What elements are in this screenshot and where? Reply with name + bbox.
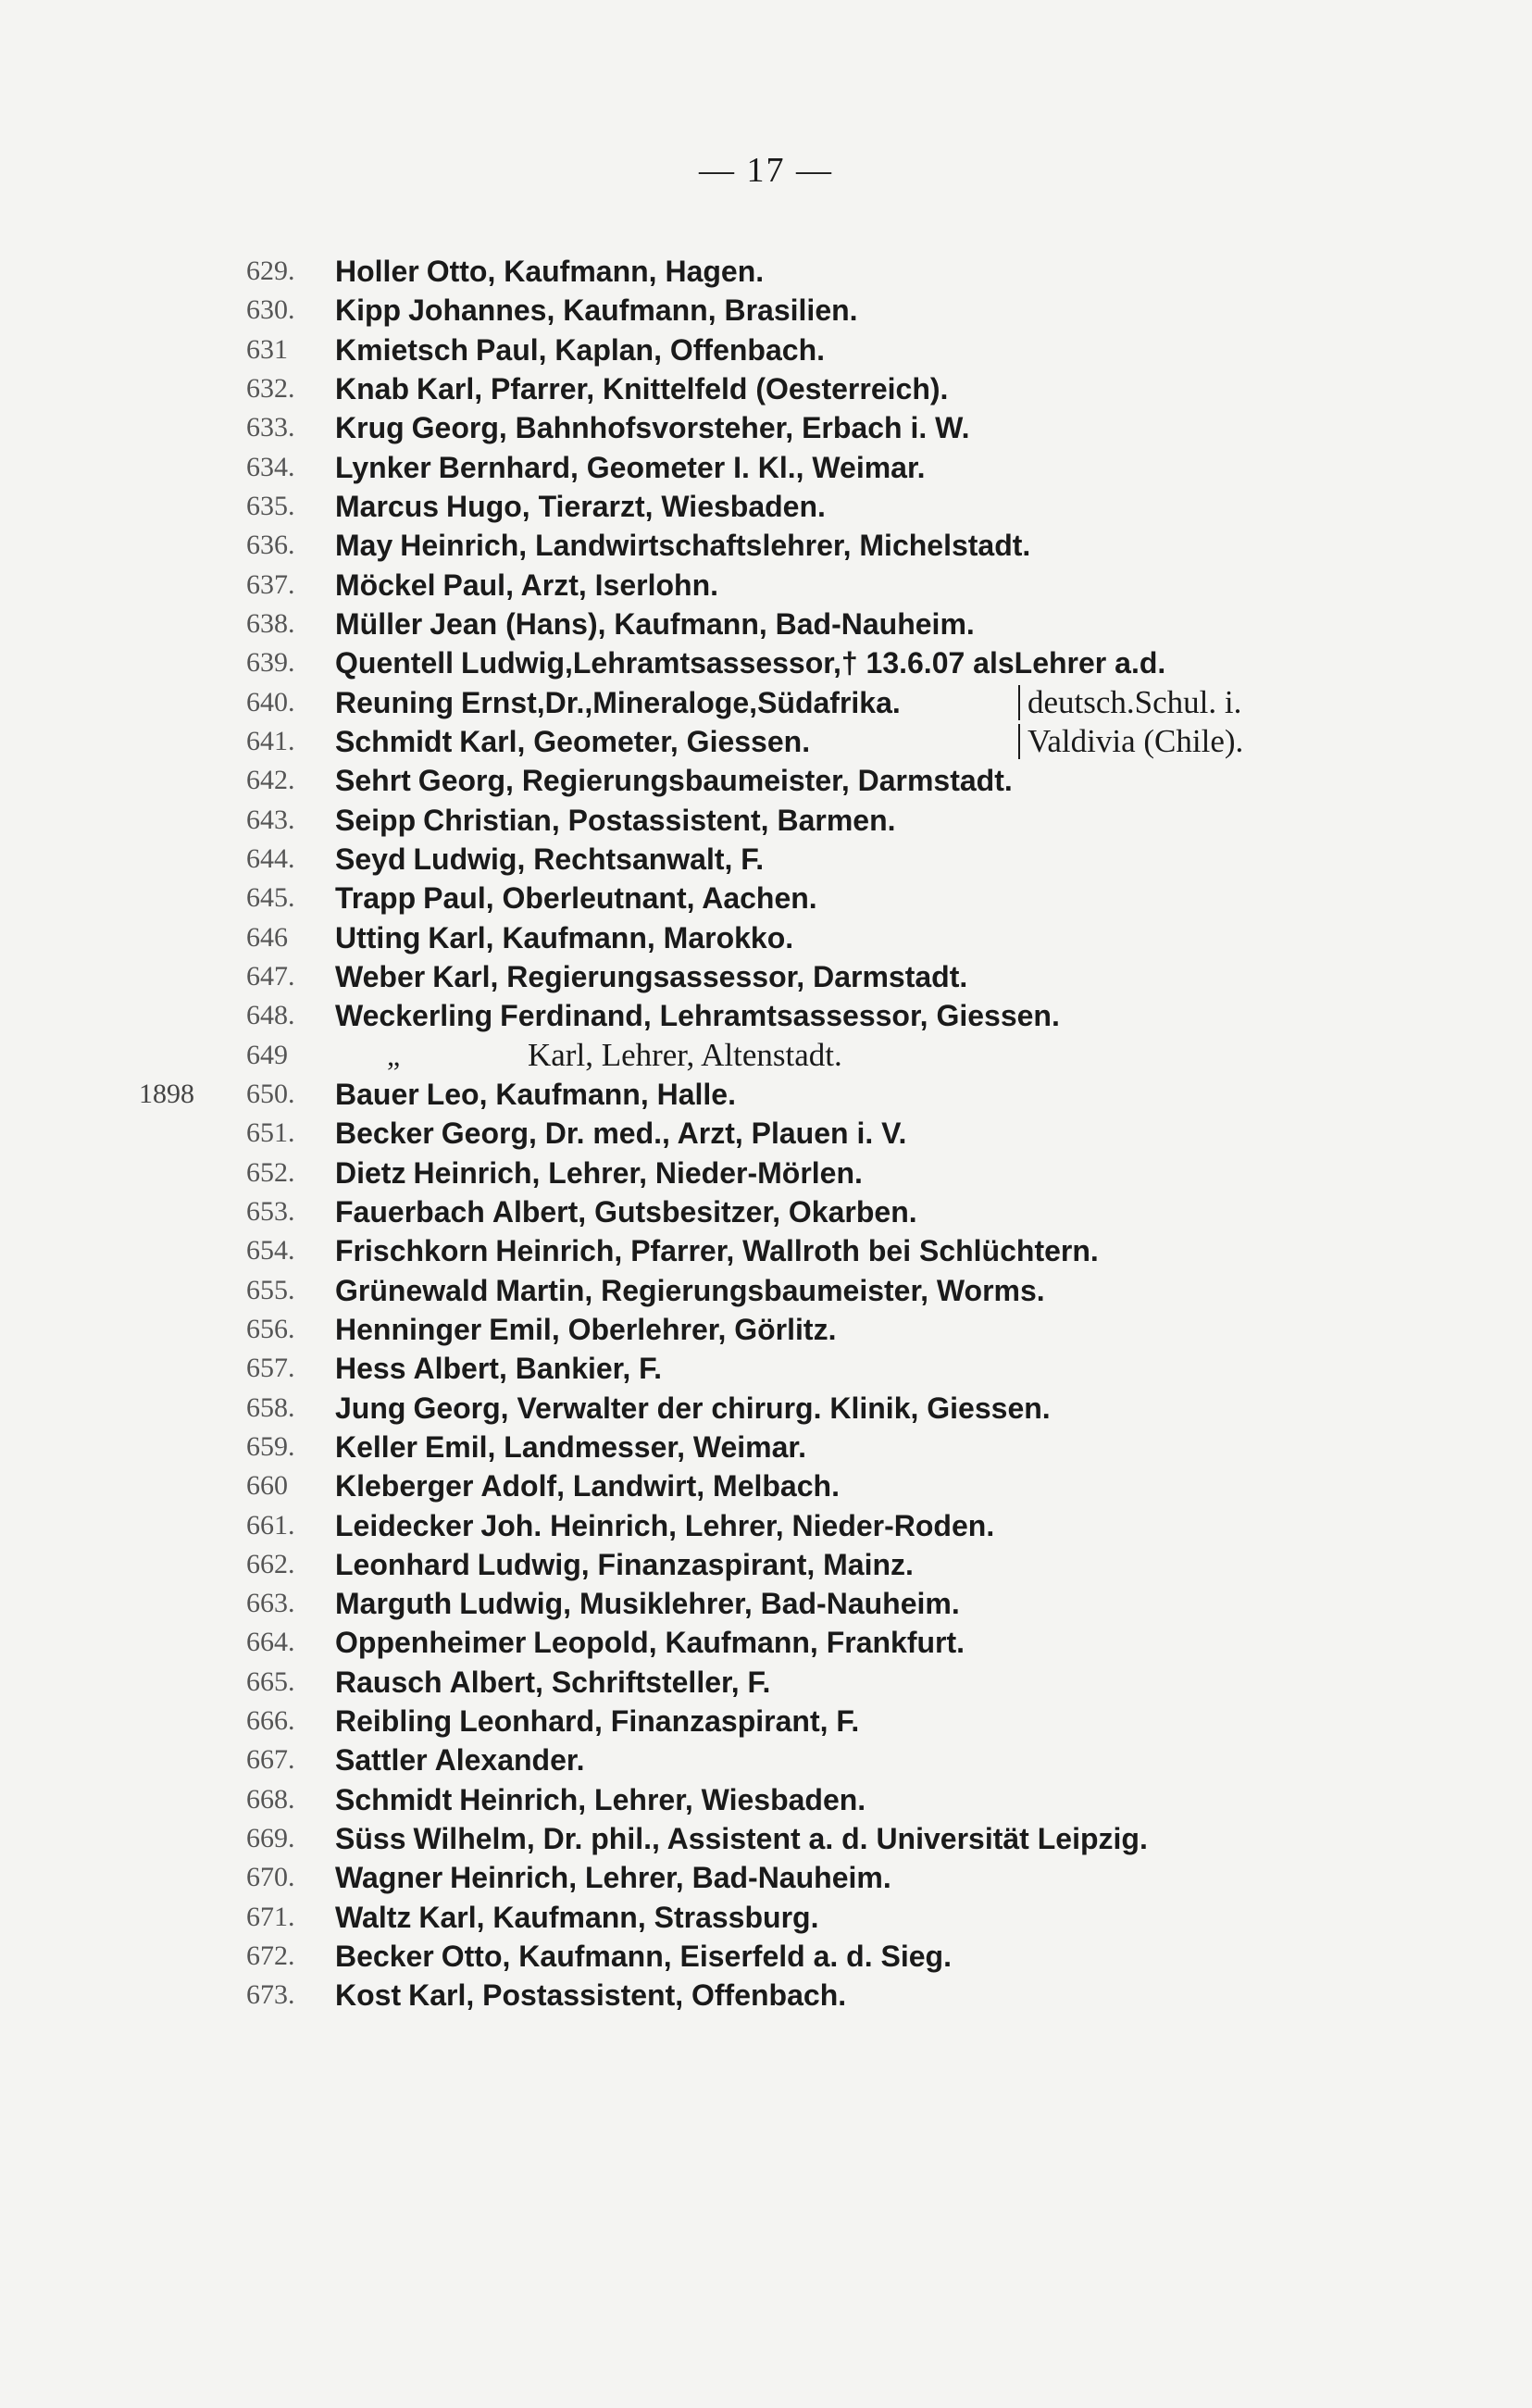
entry-details: Christian, Postassistent, Barmen. xyxy=(423,803,896,837)
entry-details: Karl, Kaufmann, Strassburg. xyxy=(418,1900,819,1934)
list-item xyxy=(139,1740,1389,1779)
entry-surname: Schmidt Heinrich, Lehrer, Wiesbaden. xyxy=(335,1782,866,1816)
entry-details: Ludwig, Rechtsanwalt, F. xyxy=(413,842,765,876)
entry-number: 671. xyxy=(246,1901,295,1932)
list-item xyxy=(139,1154,1389,1192)
entry-details: Paul, Arzt, Iserlohn. xyxy=(442,568,719,602)
list-item xyxy=(139,1976,1389,2015)
entry-number: 639. xyxy=(246,647,295,679)
list-item xyxy=(139,1192,1389,1231)
entry-details: Heinrich, Lehrer, Wiesbaden. xyxy=(459,1782,866,1816)
entry-number: 657. xyxy=(246,1353,295,1384)
list-item xyxy=(139,1858,1389,1897)
list-item xyxy=(139,1036,1389,1075)
entry-surname: Möckel Paul, Arzt, Iserlohn. xyxy=(335,568,719,602)
list-item xyxy=(139,1466,1389,1505)
entry-details: Leopold, Kaufmann, Frankfurt. xyxy=(533,1626,965,1660)
entry-number: 644. xyxy=(246,842,295,874)
entry-number: 646 xyxy=(246,921,288,953)
entry-surname: Kmietsch Paul, Kaplan, Offenbach. xyxy=(335,332,825,367)
list-item xyxy=(139,1271,1389,1310)
entry-surname: Fauerbach Albert, Gutsbesitzer, Okarben. xyxy=(335,1194,917,1229)
entry-surname: Trapp Paul, Oberleutnant, Aachen. xyxy=(335,881,817,916)
entry-surname: Weber Karl, Regierungsassessor, Darmstadt. xyxy=(335,959,968,993)
list-item xyxy=(139,840,1389,879)
entry-details: Leo, Kaufmann, Halle. xyxy=(426,1077,736,1111)
entry-details: Jean (Hans), Kaufmann, Bad-Nauheim. xyxy=(430,606,975,641)
entry-surname: Becker Georg, Dr. med., Arzt, Plauen i. V. xyxy=(335,1117,907,1151)
entry-details: Alexander. xyxy=(434,1743,585,1778)
entry-details: Martin, Regierungsbaumeister, Worms. xyxy=(495,1273,1045,1307)
page-number-header: — 17 — xyxy=(699,151,833,190)
entry-number: 660 xyxy=(246,1470,288,1502)
entry-details: Paul, Kaplan, Offenbach. xyxy=(476,332,825,367)
list-item xyxy=(139,1310,1389,1349)
entry-surname: Süss Wilhelm, Dr. phil., Assistent a. d. Universität Leipzig. xyxy=(335,1822,1148,1856)
entry-details: Albert, Gutsbesitzer, Okarben. xyxy=(492,1194,917,1229)
entry-details: Heinrich, Pfarrer, Wallroth bei Schlüchtern. xyxy=(495,1234,1099,1268)
entry-details: Ludwig,Lehramtsassessor,† 13.6.07 alsLehrer a.d. xyxy=(461,646,1166,680)
list-item xyxy=(139,1428,1389,1466)
entry-surname: Marguth Ludwig, Musiklehrer, Bad-Nauheim. xyxy=(335,1587,960,1621)
entry-details: Karl, Regierungsassessor, Darmstadt. xyxy=(432,959,968,993)
entry-surname: Hess Albert, Bankier, F. xyxy=(335,1352,663,1386)
bracket-note: Valdivia (Chile). xyxy=(1018,724,1243,759)
list-item xyxy=(139,957,1389,996)
entry-number: 665. xyxy=(246,1666,295,1697)
entry-number: 673. xyxy=(246,1979,295,2011)
entry-surname: Krug Georg, Bahnhofsvorsteher, Erbach i. W. xyxy=(335,411,970,445)
entry-surname: Jung Georg, Verwalter der chirurg. Klinik, Giessen. xyxy=(335,1391,1051,1425)
entry-number: 656. xyxy=(246,1313,295,1344)
entry-surname: Sehrt Georg, Regierungsbaumeister, Darmstadt. xyxy=(335,764,1013,798)
entry-surname: Henninger Emil, Oberlehrer, Görlitz. xyxy=(335,1312,837,1346)
entry-surname: Reuning Ernst,Dr.,Mineraloge,Südafrika. xyxy=(335,685,901,719)
entry-number: 632. xyxy=(246,372,295,404)
entry-details: Karl, Postassistent, Offenbach. xyxy=(408,1978,847,2013)
entry-number: 667. xyxy=(246,1744,295,1776)
list-item xyxy=(139,1898,1389,1937)
entry-number: 668. xyxy=(246,1783,295,1815)
entry-surname: Kleberger Adolf, Landwirt, Melbach. xyxy=(335,1469,840,1503)
entry-surname: Leonhard Ludwig, Finanzaspirant, Mainz. xyxy=(335,1547,914,1581)
entry-details: Georg, Bahnhofsvorsteher, Erbach i. W. xyxy=(411,411,970,445)
entry-surname: Frischkorn Heinrich, Pfarrer, Wallroth bei Schlüchtern. xyxy=(335,1234,1099,1268)
entry-number: 635. xyxy=(246,490,295,521)
bracket-note: deutsch.Schul. i. xyxy=(1018,685,1241,720)
entry-details: Heinrich, Landwirtschaftslehrer, Michelstadt. xyxy=(400,529,1031,563)
entry-details: Hugo, Tierarzt, Wiesbaden. xyxy=(446,489,826,523)
entry-surname: Dietz Heinrich, Lehrer, Nieder-Mörlen. xyxy=(335,1155,863,1190)
entry-surname: Oppenheimer Leopold, Kaufmann, Frankfurt. xyxy=(335,1626,965,1660)
entry-details: Otto, Kaufmann, Eiserfeld a. d. Sieg. xyxy=(441,1940,952,1974)
entry-details: Georg, Verwalter der chirurg. Klinik, Giessen. xyxy=(413,1391,1051,1425)
list-item xyxy=(139,408,1389,447)
entry-number: 631 xyxy=(246,333,288,365)
entry-number: 652. xyxy=(246,1156,295,1188)
list-item xyxy=(139,1780,1389,1819)
list-item xyxy=(139,1231,1389,1270)
list-item xyxy=(139,1506,1389,1545)
entry-number: 647. xyxy=(246,960,295,992)
entry-details: Ernst,Dr.,Mineraloge,Südafrika. xyxy=(460,685,901,719)
entry-details: Georg, Dr. med., Arzt, Plauen i. V. xyxy=(441,1117,907,1151)
entry-details: Georg, Regierungsbaumeister, Darmstadt. xyxy=(417,764,1013,798)
entry-surname: Quentell Ludwig,Lehramtsassessor,† 13.6.07 alsLehrer a.d. xyxy=(335,646,1166,680)
entry-details: Emil, Landmesser, Weimar. xyxy=(424,1429,806,1464)
entry-number: 653. xyxy=(246,1195,295,1227)
entry-number: 658. xyxy=(246,1391,295,1423)
entry-surname: Müller Jean (Hans), Kaufmann, Bad-Nauheim. xyxy=(335,606,975,641)
entry-surname: Lynker Bernhard, Geometer I. Kl., Weimar. xyxy=(335,450,926,484)
entry-number: 634. xyxy=(246,451,295,482)
entry-number: 643. xyxy=(246,804,295,835)
entry-surname: Marcus Hugo, Tierarzt, Wiesbaden. xyxy=(335,489,826,523)
list-item xyxy=(139,369,1389,408)
entry-details: Wilhelm, Dr. phil., Assistent a. d. Universität Leipzig. xyxy=(413,1822,1148,1856)
entry-number: 636. xyxy=(246,530,295,561)
list-item xyxy=(139,643,1389,682)
entry-surname: Knab Karl, Pfarrer, Knittelfeld (Oesterreich). xyxy=(335,371,949,405)
entry-details: Heinrich, Lehrer, Bad-Nauheim. xyxy=(450,1861,891,1895)
entry-number: 633. xyxy=(246,412,295,443)
entry-surname: Seipp Christian, Postassistent, Barmen. xyxy=(335,803,896,837)
entry-surname: Schmidt Karl, Geometer, Giessen. xyxy=(335,724,811,758)
entry-number: 650. xyxy=(246,1078,295,1109)
list-item xyxy=(139,252,1389,291)
entry-details: Heinrich, Lehrer, Nieder-Mörlen. xyxy=(413,1155,863,1190)
list-item xyxy=(139,605,1389,643)
list-item xyxy=(139,918,1389,957)
list-item xyxy=(139,722,1389,761)
entry-number: 666. xyxy=(246,1705,295,1737)
entry-details: Bernhard, Geometer I. Kl., Weimar. xyxy=(438,450,926,484)
entry-number: 659. xyxy=(246,1430,295,1462)
list-item xyxy=(139,1663,1389,1702)
entry-details: Karl, Geometer, Giessen. xyxy=(459,724,811,758)
entry-number: 672. xyxy=(246,1940,295,1972)
entry-details: Karl, Kaufmann, Marokko. xyxy=(428,920,794,954)
entry-details: Johannes, Kaufmann, Brasilien. xyxy=(408,293,858,328)
entry-details: Adolf, Landwirt, Melbach. xyxy=(480,1469,840,1503)
entry-number: 661. xyxy=(246,1509,295,1541)
entry-details: Paul, Oberleutnant, Aachen. xyxy=(423,881,817,916)
entry-surname: Grünewald Martin, Regierungsbaumeister, Worms. xyxy=(335,1273,1045,1307)
entry-details: Emil, Oberlehrer, Görlitz. xyxy=(489,1312,837,1346)
ditto-mark: „ xyxy=(387,1038,401,1072)
list-item xyxy=(139,879,1389,917)
entry-details: Karl, Lehrer, Altenstadt. xyxy=(528,1036,842,1073)
entry-surname: Waltz Karl, Kaufmann, Strassburg. xyxy=(335,1900,819,1934)
entry-number: 637. xyxy=(246,568,295,600)
entry-number: 649 xyxy=(246,1039,288,1070)
entry-details: Ludwig, Finanzaspirant, Mainz. xyxy=(477,1547,914,1581)
entry-number: 654. xyxy=(246,1235,295,1266)
entry-surname: May Heinrich, Landwirtschaftslehrer, Michelstadt. xyxy=(335,529,1031,563)
entry-number: 642. xyxy=(246,765,295,796)
entry-surname: Weckerling Ferdinand, Lehramtsassessor, Giessen. xyxy=(335,999,1060,1033)
entry-surname: Rausch Albert, Schriftsteller, F. xyxy=(335,1665,771,1699)
entry-surname: Kost Karl, Postassistent, Offenbach. xyxy=(335,1978,847,2013)
list-item xyxy=(139,448,1389,487)
list-item xyxy=(139,291,1389,330)
entry-surname: Bauer Leo, Kaufmann, Halle. xyxy=(335,1077,736,1111)
list-item xyxy=(139,1545,1389,1584)
entry-surname: Leidecker Joh. Heinrich, Lehrer, Nieder-Roden. xyxy=(335,1508,995,1542)
entry-surname: Wagner Heinrich, Lehrer, Bad-Nauheim. xyxy=(335,1861,891,1895)
entry-number: 645. xyxy=(246,882,295,914)
entry-number: 629. xyxy=(246,256,295,286)
list-item xyxy=(139,996,1389,1035)
list-item xyxy=(139,761,1389,800)
entry-year: 1898 xyxy=(139,1078,194,1109)
entry-number: 655. xyxy=(246,1274,295,1305)
entry-surname: Kipp Johannes, Kaufmann, Brasilien. xyxy=(335,293,858,328)
list-item xyxy=(139,566,1389,605)
list-item xyxy=(139,1937,1389,1976)
list-item xyxy=(139,1819,1389,1858)
entry-details: Ludwig, Musiklehrer, Bad-Nauheim. xyxy=(459,1587,960,1621)
list-item xyxy=(139,1623,1389,1662)
list-item xyxy=(139,487,1389,526)
entry-number: 670. xyxy=(246,1862,295,1893)
list-item xyxy=(139,1075,1389,1114)
list-item xyxy=(139,331,1389,369)
entry-surname: Utting Karl, Kaufmann, Marokko. xyxy=(335,920,794,954)
member-list xyxy=(139,252,1389,2015)
entry-surname: Holler Otto, Kaufmann, Hagen. xyxy=(335,255,765,288)
list-item xyxy=(139,526,1389,565)
list-item xyxy=(139,1389,1389,1428)
entry-surname: Sattler Alexander. xyxy=(335,1743,585,1778)
list-item xyxy=(139,683,1389,722)
entry-details: Albert, Bankier, F. xyxy=(413,1352,663,1386)
entry-number: 648. xyxy=(246,1000,295,1031)
entry-number: 663. xyxy=(246,1588,295,1619)
entry-number: 641. xyxy=(246,725,295,756)
entry-surname: Becker Otto, Kaufmann, Eiserfeld a. d. Sieg. xyxy=(335,1940,952,1974)
list-item xyxy=(139,801,1389,840)
entry-details: Ferdinand, Lehramtsassessor, Giessen. xyxy=(500,999,1060,1033)
entry-details: Karl, Pfarrer, Knittelfeld (Oesterreich). xyxy=(417,371,949,405)
entry-number: 651. xyxy=(246,1117,295,1149)
entry-number: 640. xyxy=(246,686,295,717)
entry-number: 664. xyxy=(246,1627,295,1658)
entry-surname: Reibling Leonhard, Finanzaspirant, F. xyxy=(335,1704,860,1739)
entry-surname: Seyd Ludwig, Rechtsanwalt, F. xyxy=(335,842,765,876)
entry-number: 669. xyxy=(246,1823,295,1854)
entry-number: 638. xyxy=(246,607,295,639)
entry-number: 662. xyxy=(246,1548,295,1579)
entry-surname: Keller Emil, Landmesser, Weimar. xyxy=(335,1429,806,1464)
entry-details: Joh. Heinrich, Lehrer, Nieder-Roden. xyxy=(480,1508,995,1542)
entry-details: Albert, Schriftsteller, F. xyxy=(449,1665,771,1699)
list-item xyxy=(139,1349,1389,1388)
entry-details: Otto, Kaufmann, Hagen. xyxy=(426,255,765,288)
entry-number: 630. xyxy=(246,294,295,326)
list-item xyxy=(139,1584,1389,1623)
entry-details: Leonhard, Finanzaspirant, F. xyxy=(459,1704,860,1739)
list-item xyxy=(139,1702,1389,1740)
list-item xyxy=(139,1114,1389,1153)
